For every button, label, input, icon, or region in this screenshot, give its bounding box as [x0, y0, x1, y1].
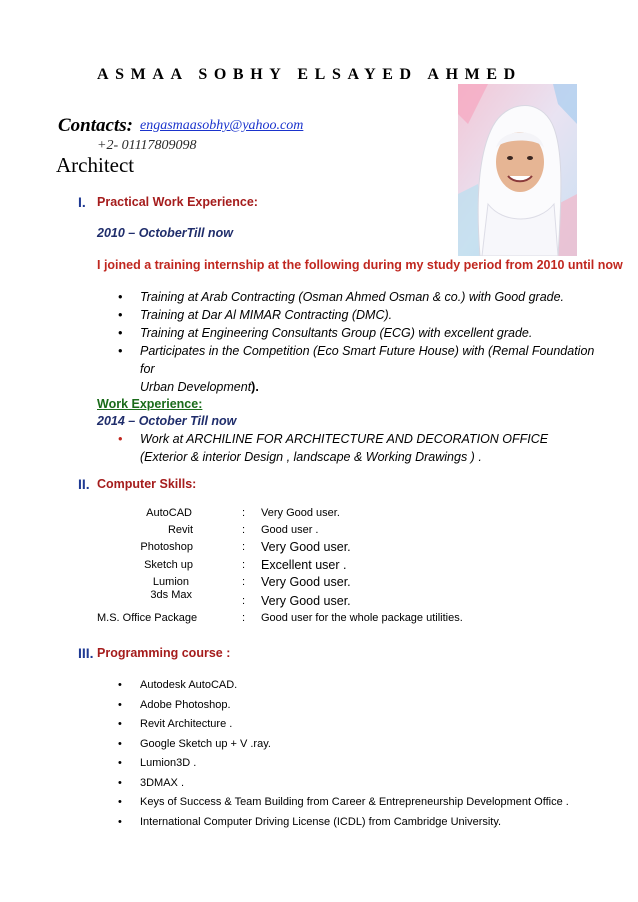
work-dates: 2014 – October Till now: [97, 414, 237, 428]
bullet-icon: •: [118, 757, 122, 769]
email-link[interactable]: engasmaasobhy@yahoo.com: [140, 118, 304, 133]
list-item: • Google Sketch up + V .ray.: [118, 735, 618, 755]
practical-dates: 2010 – OctoberTill now: [97, 226, 233, 240]
list-item: • Revit Architecture .: [118, 715, 618, 735]
list-item: • Training at Engineering Consultants Group (ECG) with excellent grade.: [118, 326, 533, 340]
list-item: • Training at Dar Al MIMAR Contracting (DMC).: [118, 308, 393, 322]
bullet-icon: •: [118, 344, 123, 358]
bullet-icon: •: [118, 308, 123, 322]
list-item: • Participates in the Competition (Eco Smart Future House) with (Remal Foundation for Urban Development).: [118, 344, 595, 394]
list-item: • International Computer Driving License (ICDL) from Cambridge University.: [118, 813, 618, 833]
list-item: • 3DMAX .: [118, 774, 618, 794]
profile-photo: [458, 84, 577, 256]
skill-row: M.S. Office Package : Good user for the whole package utilities.: [97, 612, 463, 624]
list-item: • Keys of Success & Team Building from Career & Entrepreneurship Development Office .: [118, 793, 618, 813]
skill-row: AutoCAD : Very Good user.: [146, 507, 340, 519]
section-title-computer-skills: Computer Skills:: [97, 477, 197, 491]
skill-row: Sketch up : Excellent user .: [144, 558, 347, 572]
training-list: [118, 288, 598, 396]
bullet-icon: •: [118, 796, 122, 808]
internship-intro: I joined a training internship at the following during my study period from 2010 until now: [97, 258, 623, 272]
course-list: [118, 676, 618, 832]
list-item: • Autodesk AutoCAD.: [118, 676, 618, 696]
bullet-icon: •: [118, 698, 122, 711]
skill-row: Photoshop : Very Good user.: [140, 540, 351, 554]
section-number: II.: [78, 476, 90, 492]
bullet-icon: •: [118, 737, 122, 750]
section-title-practical-experience: Practical Work Experience:: [97, 195, 258, 209]
phone-number: +2- 01117809098: [97, 138, 197, 153]
job-title: Architect: [56, 153, 135, 177]
skill-row: 3ds Max : Very Good user.: [150, 589, 351, 608]
skill-row: Revit : Good user .: [167, 524, 319, 536]
section-title-programming-course: Programming course :: [97, 646, 231, 660]
work-item: • Work at ARCHILINE FOR ARCHITECTURE AND DECORATION OFFICE: [118, 432, 549, 446]
candidate-name: ASMAA SOBHY ELSAYED AHMED: [97, 66, 522, 83]
bullet-icon: •: [118, 326, 123, 340]
bullet-icon: •: [118, 776, 122, 789]
bullet-icon: •: [118, 432, 123, 446]
section-number: I.: [78, 194, 86, 210]
bullet-icon: •: [118, 815, 122, 828]
section-number: III.: [78, 645, 94, 661]
bullet-icon: •: [118, 718, 122, 730]
work-item-detail: (Exterior & interior Design , landscape & Working Drawings ) .: [140, 450, 482, 464]
skill-row: Lumion : Very Good user.: [152, 575, 351, 589]
list-item: • Lumion3D .: [118, 754, 618, 774]
contacts-label: Contacts:: [58, 115, 133, 136]
work-experience-label: Work Experience:: [97, 397, 203, 411]
list-item: • Training at Arab Contracting (Osman Ahmed Osman & co.) with Good grade.: [118, 290, 565, 304]
bullet-icon: •: [118, 679, 122, 691]
bullet-icon: •: [118, 290, 123, 304]
list-item: • Adobe Photoshop.: [118, 696, 618, 716]
